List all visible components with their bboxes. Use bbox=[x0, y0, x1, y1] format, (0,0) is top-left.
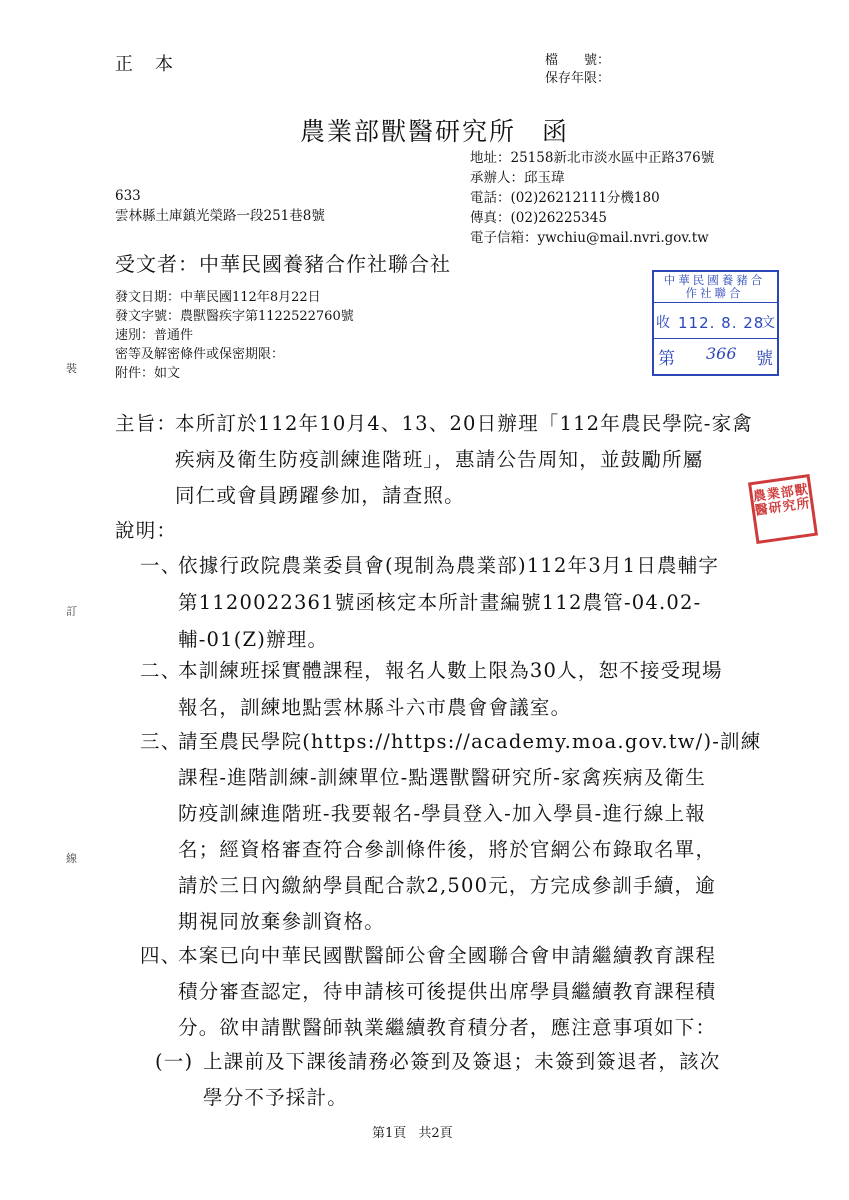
phone: 電話：(02)26212111分機180 bbox=[470, 190, 660, 206]
subject-line: 本所訂於112年10月4、13、20日辦理「112年農民學院-家禽 bbox=[175, 412, 753, 435]
address: 地址：25158新北市淡水區中正路376號 bbox=[470, 150, 715, 166]
contact-block bbox=[470, 148, 714, 248]
item-line: 課程-進階訓練-訓練單位-點選獸醫研究所-家禽疾病及衛生 bbox=[178, 766, 706, 789]
security: 密等及解密條件或保密期限： bbox=[115, 347, 285, 362]
seal-text: 農業部獸醫研究所 bbox=[752, 482, 812, 519]
subject-line: 同仁或會員踴躍參加，請查照。 bbox=[175, 484, 465, 507]
street: 雲林縣土庫鎮光榮路一段251巷8號 bbox=[115, 208, 325, 224]
sub-item-label: (一) bbox=[155, 1050, 194, 1073]
official-seal bbox=[748, 474, 818, 544]
subject-line: 疾病及衛生防疫訓練進階班」，惠請公告周知，並鼓勵所屬 bbox=[175, 448, 704, 471]
stamp-side-left: 收 bbox=[656, 315, 670, 331]
item-line: 報名，訓練地點雲林縣斗六市農會會議室。 bbox=[178, 696, 572, 719]
item-line: 請於三日內繳納學員配合款2,500元，方完成參訓手續，逾 bbox=[178, 874, 716, 897]
email: 電子信箱：ywchiu@mail.nvri.gov.tw bbox=[470, 230, 709, 246]
file-no-label: 檔 號： bbox=[545, 53, 611, 68]
item-label: 二、 bbox=[140, 659, 182, 682]
recipient-address bbox=[115, 186, 325, 226]
stamp-side-right: 文 bbox=[761, 315, 775, 331]
item-line: 防疫訓練進階班-我要報名-學員登入-加入學員-進行線上報 bbox=[178, 802, 706, 825]
item-line: 本案已向中華民國獸醫師公會全國聯合會申請繼續教育課程 bbox=[178, 944, 717, 967]
sub-item-line: 上課前及下課後請務必簽到及簽退；未簽到簽退者，該次 bbox=[203, 1050, 721, 1073]
issue-date: 發文日期：中華民國112年8月22日 bbox=[115, 290, 321, 305]
item-line: 本訓練班採實體課程，報名人數上限為30人，恕不接受現場 bbox=[178, 659, 723, 682]
item-label: 三、 bbox=[140, 730, 182, 753]
item-line: 分。欲申請獸醫師執業繼續教育積分者，應注意事項如下： bbox=[178, 1016, 717, 1039]
stamp-org: 中華民國養豬合作社聯合 bbox=[663, 273, 766, 300]
page-title bbox=[300, 112, 569, 148]
agency-name: 農業部獸醫研究所 bbox=[300, 117, 517, 146]
archive-info bbox=[545, 52, 610, 88]
stamp-date: 112. 8. 28 bbox=[678, 314, 765, 332]
handler: 承辦人：邱玉瑋 bbox=[470, 170, 565, 186]
binding-mark: 裝 bbox=[66, 362, 77, 375]
copy-mark: 正本 bbox=[115, 54, 195, 75]
binding-mark: 線 bbox=[66, 852, 77, 865]
postcode: 633 bbox=[115, 188, 141, 204]
received-stamp bbox=[652, 270, 779, 376]
item-line: 名；經資格審查符合參訓條件後，將於官網公布錄取名單， bbox=[178, 838, 717, 861]
meta-block bbox=[115, 288, 354, 383]
fax: 傳真：(02)26225345 bbox=[470, 210, 607, 226]
stamp-no-suffix: 號 bbox=[756, 349, 773, 369]
page-footer: 第1頁 共2頁 bbox=[372, 1126, 453, 1141]
document-kind: 函 bbox=[542, 117, 570, 146]
recipient: 受文者：中華民國養豬合作社聯合社 bbox=[115, 252, 451, 276]
subject-label: 主旨： bbox=[115, 412, 178, 435]
item-line: 輔-01(Z)辦理。 bbox=[178, 628, 329, 651]
item-line: 積分審查認定，待申請核可後提供出席學員繼續教育課程積 bbox=[178, 980, 717, 1003]
doc-number: 發文字號：農獸醫疾字第1122522760號 bbox=[115, 309, 354, 324]
item-line: 請至農民學院(https://https://academy.moa.gov.tw/)-訓練 bbox=[178, 730, 762, 753]
stamp-no-value: 366 bbox=[706, 344, 737, 363]
retention-label: 保存年限： bbox=[545, 71, 611, 86]
item-line: 期視同放棄參訓資格。 bbox=[178, 910, 386, 933]
sub-item-line: 學分不予採計。 bbox=[203, 1086, 348, 1109]
speed: 速別：普通件 bbox=[115, 328, 194, 343]
binding-mark: 訂 bbox=[66, 605, 77, 618]
item-label: 四、 bbox=[140, 944, 182, 967]
explanation-label: 說明： bbox=[115, 519, 178, 542]
stamp-no-label: 第 bbox=[658, 349, 675, 369]
attachment: 附件：如文 bbox=[115, 366, 181, 381]
item-label: 一、 bbox=[140, 554, 182, 577]
item-line: 依據行政院農業委員會(現制為農業部)112年3月1日農輔字 bbox=[178, 554, 720, 577]
item-line: 第1120022361號函核定本所計畫編號112農管-04.02- bbox=[178, 591, 702, 614]
